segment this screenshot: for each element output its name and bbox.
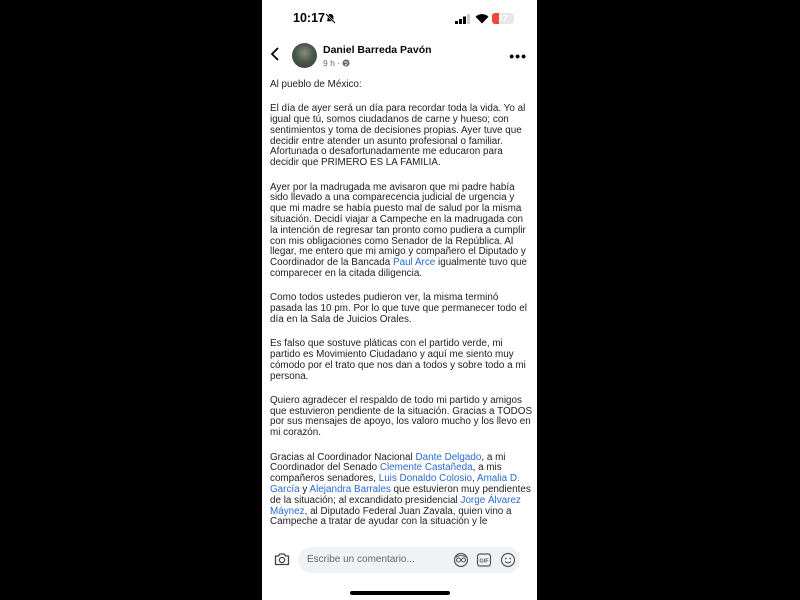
profile-mention-link[interactable]: Alejandra Barrales bbox=[309, 483, 391, 495]
text-line bbox=[270, 372, 534, 383]
battery-level: 17 bbox=[498, 13, 508, 23]
text-segment: Es falso que sostuve pláticas con el partido verde, mi bbox=[270, 338, 503, 350]
text-segment: , a mis bbox=[472, 462, 502, 474]
post-meta bbox=[323, 58, 350, 68]
text-segment: , bbox=[472, 473, 477, 485]
text-line bbox=[270, 517, 534, 528]
text-segment: partido es Movimiento Ciudadano y aquí me siento muy bbox=[270, 348, 514, 360]
text-segment: llegar, me entero que mi amigo y compañero el Diputado y bbox=[270, 246, 526, 258]
profile-mention-link[interactable]: García bbox=[270, 483, 300, 495]
text-segment: Como todos ustedes pudieron ver, la misma terminó bbox=[270, 292, 499, 304]
text-segment: que estuvieron pendiente de la situación. Gracias a TODOS bbox=[270, 405, 533, 417]
svg-text:GIF: GIF bbox=[479, 558, 489, 565]
post-paragraph bbox=[270, 453, 534, 529]
post-body bbox=[270, 80, 534, 542]
profile-mention-link[interactable]: Jorge Álvarez bbox=[460, 494, 521, 506]
text-segment: , al Diputado Federal Juan Zavala, quien vino a bbox=[304, 505, 512, 517]
text-line bbox=[270, 361, 534, 372]
text-segment: Al pueblo de México: bbox=[270, 79, 362, 90]
avatar-sticker-icon[interactable] bbox=[453, 552, 469, 568]
camera-icon[interactable] bbox=[274, 552, 290, 566]
text-line bbox=[270, 269, 534, 280]
gif-icon[interactable] bbox=[476, 552, 492, 568]
text-segment: igualmente tuvo que bbox=[435, 257, 527, 269]
text-segment: sentimientos y toma de decisiones propias. Ayer tuve que bbox=[270, 124, 522, 136]
post-paragraph bbox=[270, 80, 534, 91]
profile-mention-link[interactable]: Amalia D. bbox=[476, 473, 520, 485]
text-line bbox=[270, 158, 534, 169]
profile-mention-link[interactable]: Luis Donaldo Colosio bbox=[378, 473, 473, 485]
text-segment: que estuvieron muy pendientes bbox=[390, 483, 531, 495]
profile-mention-link[interactable]: Máynez bbox=[270, 505, 305, 517]
comment-placeholder: Escribe un comentario... bbox=[307, 554, 415, 565]
text-segment: decidir entre atender un asunto profesional o familiar. bbox=[270, 135, 503, 147]
home-indicator[interactable] bbox=[350, 591, 450, 595]
comment-input[interactable] bbox=[298, 547, 520, 573]
profile-mention-link[interactable]: Paul Arce bbox=[392, 257, 436, 269]
bell-slash-icon bbox=[325, 13, 336, 24]
text-segment: Afortunada o desafortunadamente me educaron para bbox=[270, 146, 503, 158]
back-chevron-icon[interactable] bbox=[270, 46, 280, 62]
battery-indicator bbox=[492, 13, 514, 24]
text-line bbox=[270, 80, 534, 91]
text-segment: pasada las 10 pm. Por lo que tuve que permanecer todo el bbox=[270, 303, 527, 315]
post-paragraph bbox=[270, 396, 534, 439]
text-segment: mi corazón. bbox=[270, 427, 322, 439]
text-segment: que mi madre se había puesto mal de salud por la misma bbox=[270, 203, 522, 215]
status-bar bbox=[262, 10, 537, 26]
profile-mention-link[interactable]: Dante Delgado bbox=[415, 451, 482, 463]
text-segment: Quiero agradecer el respaldo de todo mi partido y amigos bbox=[270, 394, 522, 406]
text-segment: por sus mensajes de apoyo, los valoro mucho y los llevo en bbox=[270, 416, 531, 428]
phone-screen bbox=[262, 0, 537, 600]
text-segment: cómodo por el trato que nos dan a todos y sobre todo a mi bbox=[270, 359, 526, 371]
author-name[interactable]: Daniel Barreda Pavón bbox=[323, 44, 432, 56]
text-segment: Coordinador del Senado bbox=[270, 462, 380, 474]
clock: 10:17 bbox=[293, 11, 325, 25]
post-paragraph bbox=[270, 104, 534, 169]
text-segment: día en la Sala de Juicios Orales. bbox=[270, 313, 412, 325]
post-paragraph bbox=[270, 293, 534, 325]
post-time: 9 h bbox=[323, 58, 335, 68]
text-segment: de la situación; al excandidato presidencial bbox=[270, 494, 461, 506]
separator: · bbox=[337, 58, 341, 68]
profile-mention-link[interactable]: Clemente Castañeda bbox=[379, 462, 473, 474]
text-segment: con mis obligaciones como Senador de la República. Al bbox=[270, 235, 514, 247]
text-segment: Campeche a tratar de ayudar con la situación y le bbox=[270, 516, 488, 528]
text-line bbox=[270, 428, 534, 439]
text-segment: compañeros senadores, bbox=[270, 473, 379, 485]
text-segment: sido llevado a una comparecencia judicial de urgencia y bbox=[270, 192, 515, 204]
text-segment: Coordinador de la Bancada bbox=[270, 257, 393, 269]
signal-icon bbox=[455, 14, 471, 24]
text-segment: decidir que PRIMERO ES LA FAMILIA. bbox=[270, 157, 441, 169]
text-segment: Ayer por la madrugada me avisaron que mi padre había bbox=[270, 181, 515, 193]
post-paragraph bbox=[270, 183, 534, 280]
text-line bbox=[270, 315, 534, 326]
wifi-icon bbox=[475, 13, 489, 24]
post-paragraph bbox=[270, 339, 534, 382]
post-header bbox=[262, 40, 537, 70]
text-segment: El día de ayer será un día para recordar toda la vida. Yo al bbox=[270, 103, 526, 115]
text-segment: la intención de regresar tan pronto como pudiera a cumplir bbox=[270, 224, 526, 236]
emoji-icon[interactable] bbox=[500, 552, 516, 568]
text-segment: Gracias al Coordinador Nacional bbox=[270, 451, 416, 463]
text-segment: persona. bbox=[270, 370, 309, 382]
comment-composer bbox=[262, 540, 537, 600]
text-segment: comparecer en la citada diligencia. bbox=[270, 267, 423, 279]
avatar[interactable] bbox=[292, 43, 317, 68]
globe-icon bbox=[342, 59, 350, 67]
text-segment: igual que tú, somos ciudadanos de carne y hueso; con bbox=[270, 114, 509, 126]
text-segment: y bbox=[299, 483, 310, 495]
text-segment: situación. Decidí viajar a Campeche en la madrugada con bbox=[270, 213, 524, 225]
more-options-icon[interactable]: ••• bbox=[509, 48, 527, 64]
text-segment: , a mi bbox=[481, 451, 506, 463]
